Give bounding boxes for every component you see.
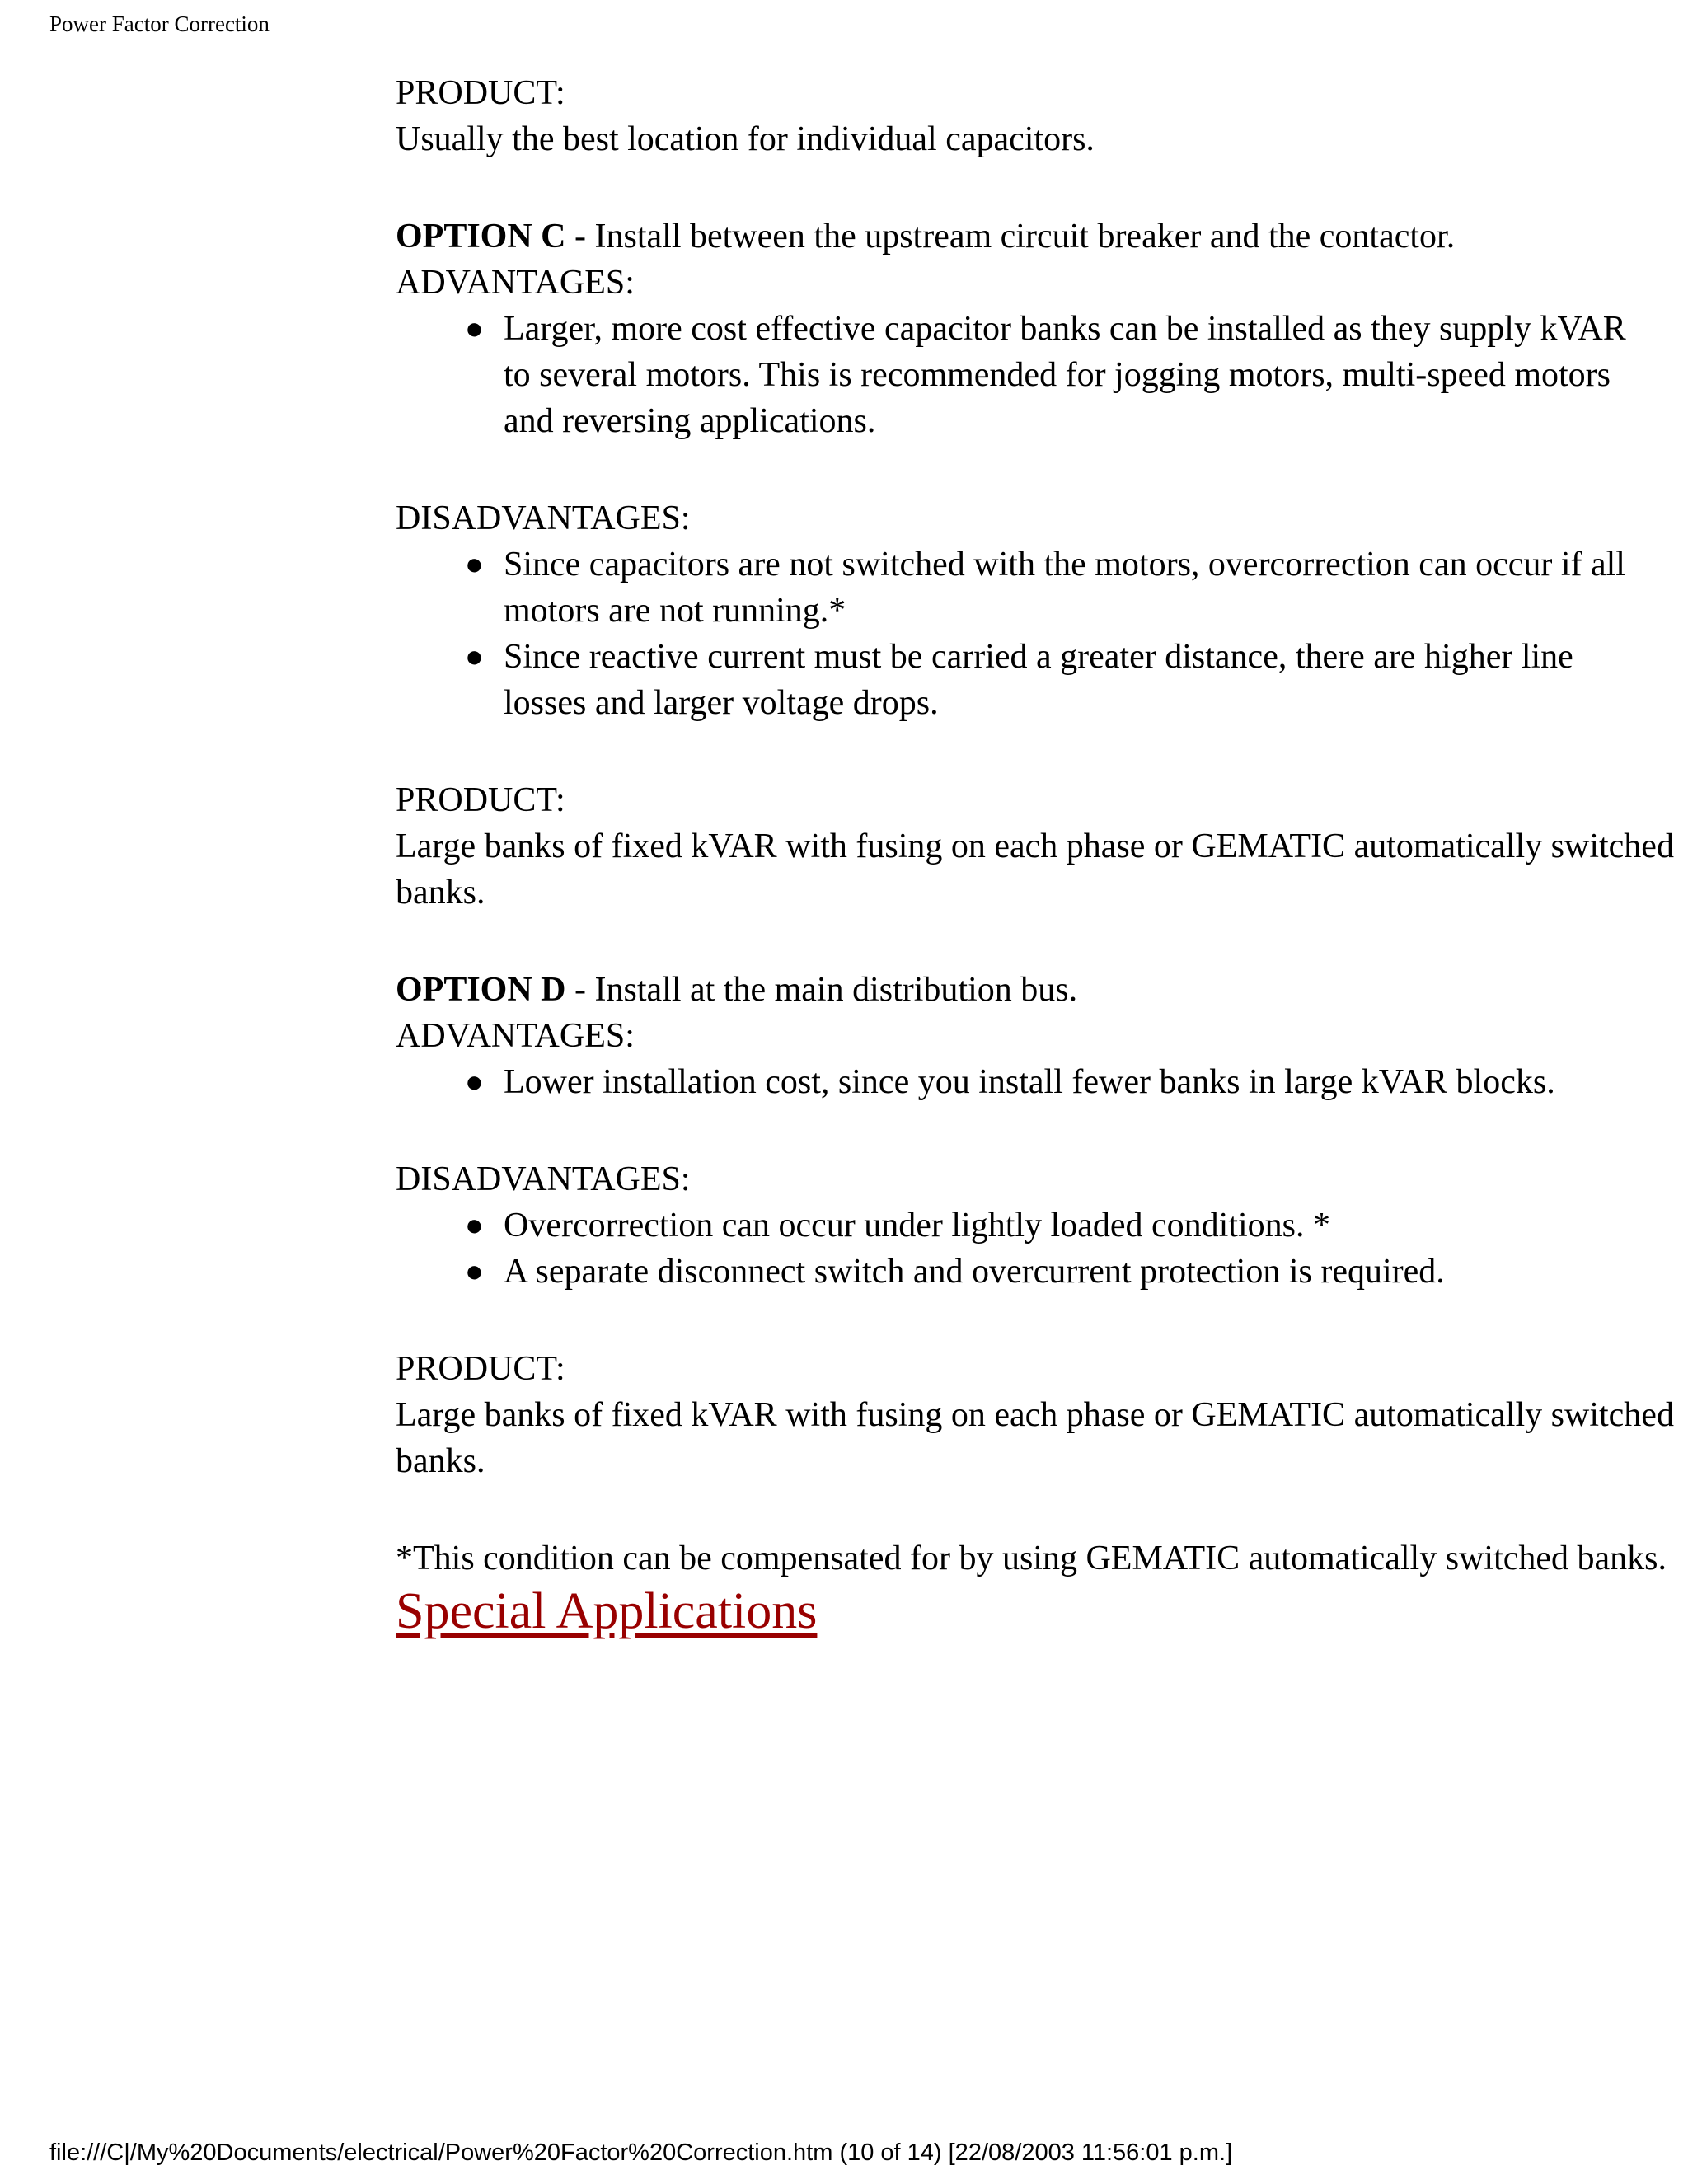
- option-d-advantages-list: [396, 1059, 1681, 1105]
- list-item-text: Overcorrection can occur under lightly loaded conditions. *: [504, 1207, 1330, 1244]
- option-c-advantages-label: ADVANTAGES:: [396, 264, 635, 302]
- list-item: [465, 634, 1658, 726]
- option-c-label: OPTION C: [396, 218, 566, 255]
- list-item-text: Larger, more cost effective capacitor banks can be installed as they supply kVAR to several motors. This is recommended for jogging motors, multi-speed motors and reversing applications.: [504, 310, 1626, 440]
- page-header-title: Power Factor Correction: [49, 12, 270, 36]
- option-c-disadvantages-label: DISADVANTAGES:: [396, 499, 691, 537]
- list-item: [465, 1249, 1658, 1295]
- product-b-block: [396, 70, 1681, 162]
- list-item-text: Since capacitors are not switched with the motors, overcorrection can occur if all motors are not running.*: [504, 546, 1625, 630]
- option-c-text: - Install between the upstream circuit breaker and the contactor.: [565, 218, 1456, 255]
- special-applications-link[interactable]: Special Applications: [396, 1583, 818, 1639]
- product-b-text: Usually the best location for individual capacitors.: [396, 120, 1095, 158]
- list-item: [465, 1202, 1658, 1249]
- bullet-icon: ●: [465, 312, 484, 346]
- document-content: [396, 70, 1681, 1641]
- list-item-text: Lower installation cost, since you install fewer banks in large kVAR blocks.: [504, 1063, 1555, 1101]
- option-c-product-block: [396, 777, 1681, 916]
- option-c-disadvantages-list: [396, 541, 1681, 726]
- bullet-icon: ●: [465, 1254, 484, 1289]
- option-c-heading: [396, 213, 1681, 260]
- option-d-disadvantages-list: [396, 1202, 1681, 1295]
- list-item: [465, 306, 1658, 444]
- option-d-disadvantages-label: DISADVANTAGES:: [396, 1160, 691, 1198]
- footer-file-path: file:///C|/My%20Documents/electrical/Power%20Factor%20Correction.htm (10 of 14) [22/08/2003 11:56:01 p.m.]: [49, 2139, 1233, 2166]
- bullet-icon: ●: [465, 640, 484, 674]
- option-c-product-label: PRODUCT:: [396, 781, 565, 819]
- option-d-advantages-label: ADVANTAGES:: [396, 1017, 635, 1055]
- option-d-label: OPTION D: [396, 971, 566, 1009]
- option-c-advantages-list: [396, 306, 1681, 444]
- option-d-product-text: Large banks of fixed kVAR with fusing on each phase or GEMATIC automatically switched banks.: [396, 1396, 1674, 1480]
- option-c-product-text: Large banks of fixed kVAR with fusing on each phase or GEMATIC automatically switched banks.: [396, 827, 1674, 912]
- option-d-heading: [396, 967, 1681, 1013]
- bullet-icon: ●: [465, 1065, 484, 1099]
- list-item-text: Since reactive current must be carried a greater distance, there are higher line losses and larger voltage drops.: [504, 638, 1573, 722]
- bullet-icon: ●: [465, 1208, 484, 1243]
- option-d-product-block: [396, 1346, 1681, 1484]
- list-item: [465, 1059, 1658, 1105]
- option-d-product-label: PRODUCT:: [396, 1350, 565, 1388]
- list-item-text: A separate disconnect switch and overcurrent protection is required.: [504, 1253, 1445, 1291]
- bullet-icon: ●: [465, 547, 484, 582]
- product-b-label: PRODUCT:: [396, 74, 565, 112]
- footnote-text: *This condition can be compensated for by using GEMATIC automatically switched banks.: [396, 1540, 1667, 1577]
- option-d-text: - Install at the main distribution bus.: [565, 971, 1078, 1009]
- list-item: [465, 541, 1658, 634]
